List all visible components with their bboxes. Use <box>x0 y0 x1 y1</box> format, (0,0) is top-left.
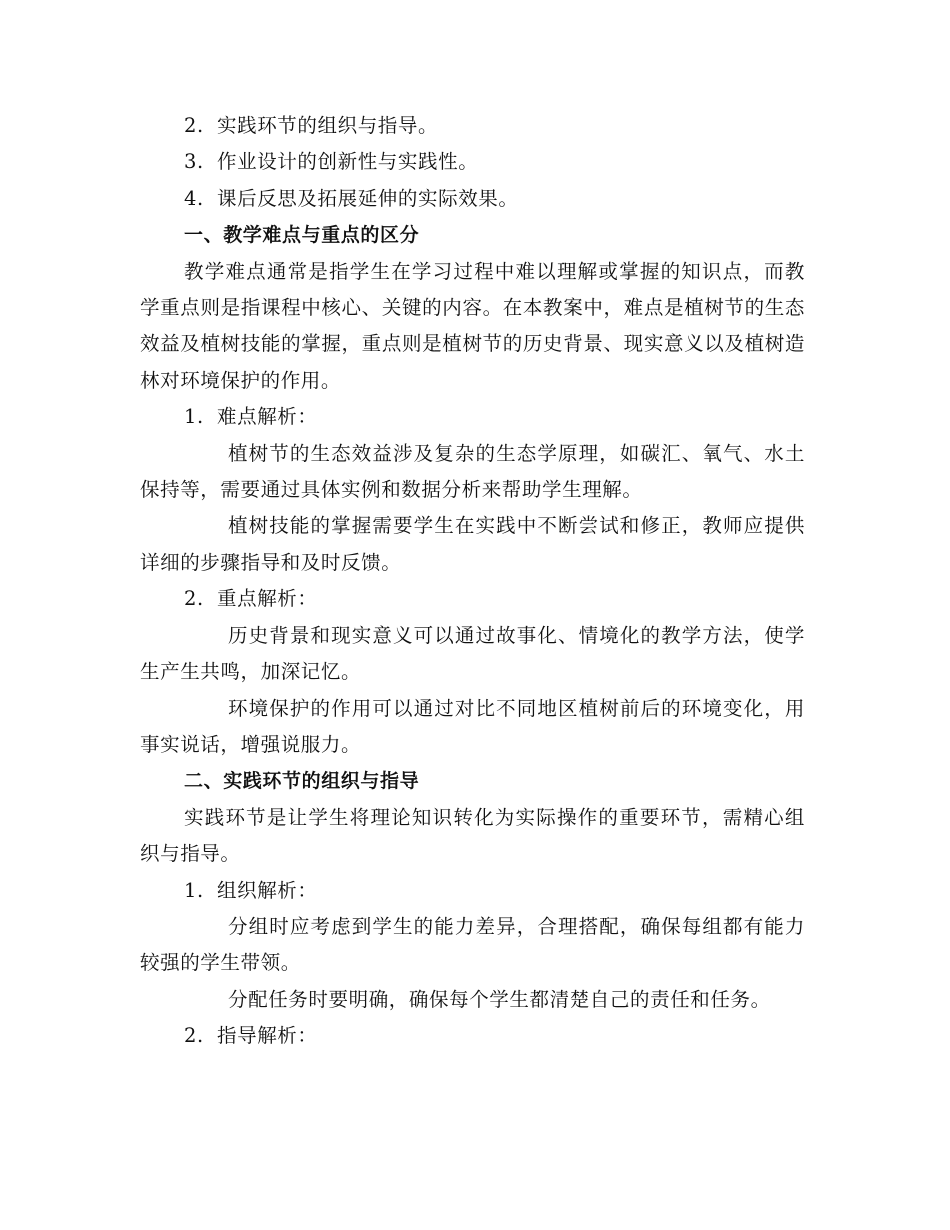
sub-paragraph: 植树技能的掌握需要学生在实践中不断尝试和修正，教师应提供详细的步骤指导和及时反馈。 <box>140 514 805 574</box>
list-item <box>140 581 805 617</box>
list-item <box>140 108 805 144</box>
list-number: 3. <box>184 150 204 174</box>
list-item <box>140 181 805 217</box>
list-number: 1. <box>184 405 204 429</box>
list-item <box>140 1018 805 1054</box>
list-item <box>140 144 805 180</box>
list-text: 难点解析： <box>217 405 318 429</box>
body-paragraph: 教学难点通常是指学生在学习过程中难以理解或掌握的知识点，而教学重点则是指课程中核心、关键的内容。在本教案中，难点是植树节的生态效益及植树技能的掌握，重点则是植树节的历史背景、现实意义以及植树造林对环境保护的作用。 <box>140 259 805 392</box>
list-number: 2. <box>184 587 204 611</box>
section-heading: 二、实践环节的组织与指导 <box>184 770 420 793</box>
sub-paragraph: 分组时应考虑到学生的能力差异，合理搭配，确保每组都有能力较强的学生带领。 <box>140 914 805 975</box>
sub-paragraph: 环境保护的作用可以通过对比不同地区植树前后的环境变化，用事实说话，增强说服力。 <box>140 696 805 756</box>
list-item <box>140 873 805 909</box>
body-paragraph: 实践环节是让学生将理论知识转化为实际操作的重要环节，需精心组织与指导。 <box>140 805 805 866</box>
list-number: 1. <box>184 878 204 902</box>
list-text: 组织解析： <box>217 878 318 902</box>
sub-paragraph: 历史背景和现实意义可以通过故事化、情境化的教学方法，使学生产生共鸣，加深记忆。 <box>140 623 805 684</box>
list-text: 作业设计的创新性与实践性。 <box>217 150 479 174</box>
list-number: 4. <box>184 186 204 210</box>
section-heading: 一、教学难点与重点的区分 <box>184 224 420 247</box>
list-item <box>140 399 805 435</box>
list-text: 指导解析： <box>217 1024 318 1048</box>
document-body <box>140 108 805 1055</box>
list-text: 课后反思及拓展延伸的实际效果。 <box>217 186 519 210</box>
list-text: 重点解析： <box>217 587 318 611</box>
list-number: 2. <box>184 1024 204 1048</box>
list-number: 2. <box>184 114 204 137</box>
sub-paragraph: 分配任务时要明确，确保每个学生都清楚自己的责任和任务。 <box>228 987 771 1011</box>
list-text: 实践环节的组织与指导。 <box>217 114 439 137</box>
sub-paragraph: 植树节的生态效益涉及复杂的生态学原理，如碳汇、氧气、水土保持等，需要通过具体实例和数据分析来帮助学生理解。 <box>140 441 805 502</box>
